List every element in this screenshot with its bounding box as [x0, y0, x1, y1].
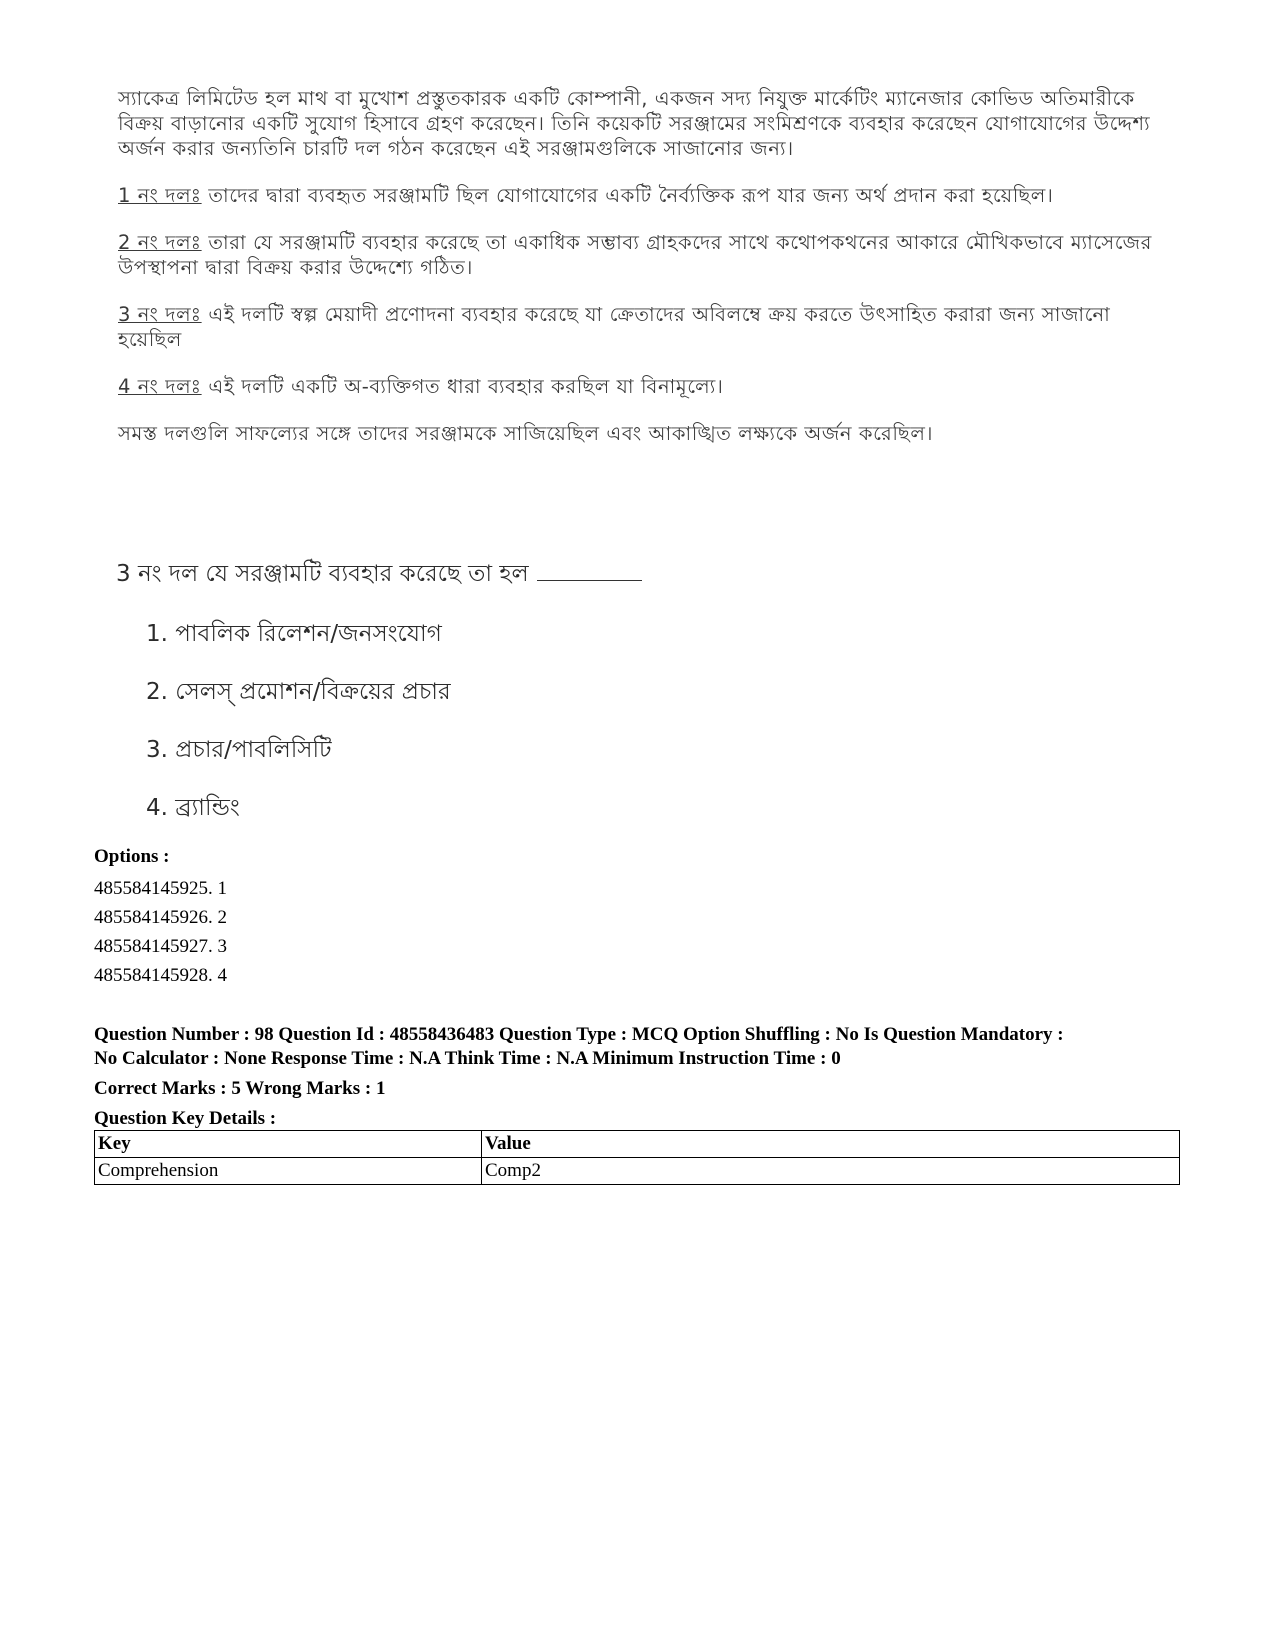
question-text: [116, 555, 642, 594]
passage-closing: সমস্ত দলগুলি সাফল্যের সঙ্গে তাদের সরঞ্জামকে সাজিয়েছিল এবং আকাঙ্খিত লক্ষ্যকে অর্জন করেছিল।: [118, 422, 934, 445]
group-4-label: 4 নং দলঃ: [118, 375, 202, 398]
group-3-text: এই দলটি স্বল্প মেয়াদী প্রণোদনা ব্যবহার করেছে যা ক্রেতাদের অবিলম্বে ক্রয় করতে উৎসাহিত করারা জন্য সাজানো হয়েছিল: [118, 303, 1111, 351]
choice-item: 2. সেলস্ প্রমোশন/বিক্রয়ের প্রচার: [146, 679, 451, 705]
choice-list: [146, 614, 642, 846]
option-row: 485584145925. 1: [94, 878, 227, 899]
passage-intro: স্যাকেত্র লিমিটেড হল মাথ বা মুখোশ প্রস্তুতকারক একটি কোম্পানী, একজন সদ্য নিযুক্ত মার্কেটিং ম্যানেজার কোভিড অতিমারীকে বিক্রয় বাড়ানোর একটি সুযোগ হিসাবে গ্রহণ করেছেন। তিনি কয়েকটি সরঞ্জামের সংমিশ্রণকে ব্যবহার করেছেন যোগাযোগের উদ্দেশ্য অর্জন করার জন্যতিনি চারটি দল গঠন করেছেন এই সরঞ্জামগুলিকে সাজানোর জন্য।: [118, 87, 1151, 160]
table-cell-value: Comp2: [482, 1158, 1180, 1185]
option-row: 485584145928. 4: [94, 965, 227, 986]
marks-line: Correct Marks : 5 Wrong Marks : 1: [94, 1078, 386, 1099]
passage-group-1: [118, 183, 1168, 208]
question-stem: 3 নং দল যে সরঞ্জামটি ব্যবহার করেছে তা হল: [116, 561, 529, 587]
group-2-text: তারা যে সরঞ্জামটি ব্যবহার করেছে তা একাধিক সম্ভাব্য গ্রাহকদের সাথে কথোপকথনের আকারে মৌখিকভাবে ম্যাসেজের উপস্থাপনা দ্বারা বিক্রয় করার উদ্দেশ্যে গঠিত।: [118, 231, 1152, 279]
group-1-text: তাদের দ্বারা ব্যবহৃত সরঞ্জামটি ছিল যোগাযোগের একটি নৈর্ব্যক্তিক রূপ যার জন্য অর্থ প্রদান করা হয়েছিল।: [208, 184, 1054, 207]
group-4-text: এই দলটি একটি অ-ব্যক্তিগত ধারা ব্যবহার করছিল যা বিনামূল্যে।: [208, 375, 724, 398]
option-row: 485584145927. 3: [94, 936, 227, 957]
options-section: [94, 846, 227, 990]
key-details-table: [94, 1130, 1180, 1185]
choice-item: 3. প্রচার/পাবলিসিটি: [146, 737, 332, 763]
choice-item: 1. পাবলিক রিলেশন/জনসংযোগ: [146, 621, 442, 647]
passage-group-4: [118, 374, 1168, 399]
table-cell-key: Comprehension: [95, 1158, 482, 1185]
option-row: 485584145926. 2: [94, 907, 227, 928]
comprehension-passage: [118, 86, 1168, 468]
question-meta-line-1: Question Number : 98 Question Id : 48558436483 Question Type : MCQ Option Shuffling : No Is Question Mandatory :: [94, 1024, 1064, 1045]
table-header-key: Key: [95, 1131, 482, 1158]
passage-group-2: [118, 230, 1168, 280]
table-header-row: [95, 1131, 1180, 1158]
options-heading: Options :: [94, 846, 170, 867]
group-1-label: 1 নং দলঃ: [118, 184, 202, 207]
passage-group-3: [118, 302, 1168, 352]
group-2-label: 2 নং দলঃ: [118, 231, 202, 254]
group-3-label: 3 নং দলঃ: [118, 303, 202, 326]
choice-item: 4. ব্র্যান্ডিং: [146, 795, 240, 821]
key-details-heading: Question Key Details :: [94, 1108, 277, 1129]
question-meta-line-2: No Calculator : None Response Time : N.A Think Time : N.A Minimum Instruction Time : 0: [94, 1048, 841, 1069]
question-meta: [94, 1023, 1194, 1131]
question-block: [116, 555, 642, 846]
table-row: [95, 1158, 1180, 1185]
table-header-value: Value: [482, 1131, 1180, 1158]
answer-blank: [537, 560, 642, 581]
